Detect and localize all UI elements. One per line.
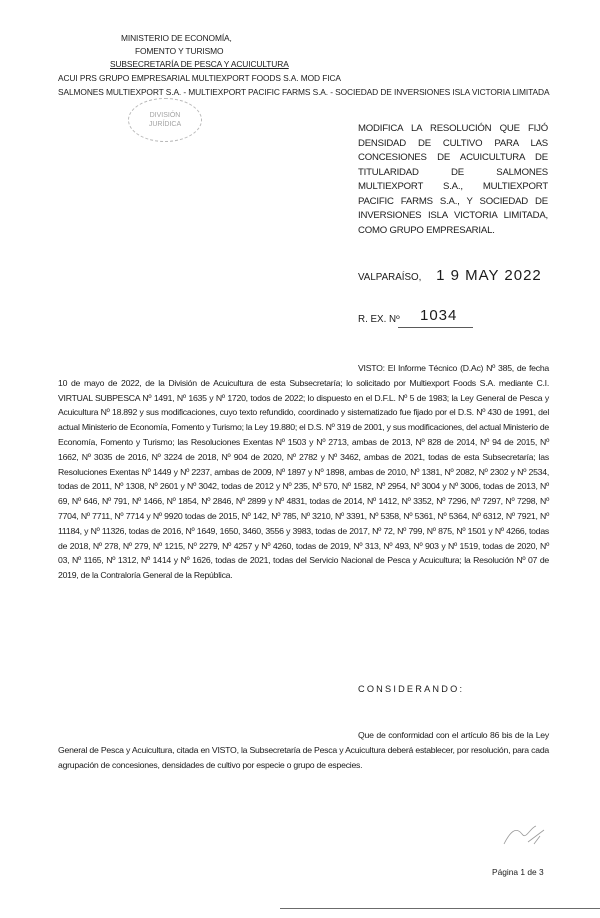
place-date [358,267,542,284]
stamp-line1: DIVISIÓN [149,112,181,119]
footer-rule [280,908,600,909]
stamp-line2: JURÍDICA [148,121,182,128]
resolution-number: 1034 [420,307,458,324]
resolution-number-label: R. EX. Nº [358,314,400,325]
resolution-number-underline [398,327,473,328]
resolution-subject: MODIFICA LA RESOLUCIÓN QUE FIJÓ DENSIDAD DE CULTIVO PARA LAS CONCESIONES DE ACUICULTURA DE TITULARIDAD DE SALMONES MULTIEXPORT S.A., MULTIEXPORT PACIFIC FARMS S.A., Y SOCIEDAD DE INVERSIONES ISLA VICTORIA LIMITADA, COMO GRUPO EMPRESARIAL. [358,123,548,236]
place-label: VALPARAÍSO, [358,272,422,283]
considerando-paragraph: Que de conformidad con el artículo 86 bis de la Ley General de Pesca y Acuicultura, citada en VISTO, la Subsecretaría de Pesca y Acuicultura deberá establecer, por resolución, para cada agrupación de concesiones, densidades de cultivo por especie o grupo de especies. [58,730,549,770]
visto-paragraph: VISTO: El Informe Técnico (D.Ac) Nº 385, de fecha 10 de mayo de 2022, de la División de Acuicultura de esta Subsecretaría; lo solicitado por Multiexport Foods S.A. mediante C.I. VIRTUAL SUBPESCA Nº 1491, Nº 1635 y Nº 1720, todos de 2022; lo dispuesto en el D.F.L. Nº 5 de 1983; la Ley General de Pesca y Acuicultura Nº 18.892 y sus modificaciones, cuyo texto refundido, coordinado y sistematizado fue fijado por el D.S. Nº 430 de 1991, del actual Ministerio de Economía, Fomento y Turismo; la Ley 19.880; el D.S. Nº 319 de 2001, y sus modificaciones, del actual Ministerio de Economía, Fomento y Turismo; las Resoluciones Exentas Nº 1503 y Nº 2713, ambas de 2013, Nº 828 de 2014, Nº 94 de 2015, Nº 1662, Nº 3035 de 2016, Nº 3224 de 2018, Nº 904 de 2020, Nº 2782 y Nº 3462, ambas de 2021, todas de esta Subsecretaría; las Resoluciones Exentas Nº 1449 y Nº 2237, ambas de 2009, Nº 1897 y Nº 1898, ambas de 2010, Nº 1381, Nº 2082, Nº 2302 y Nº 2534, todas de 2011, Nº 1308, Nº 2601 y Nº 3042, todas de 2012 y Nº 235, Nº 570, Nº 1582, Nº 2954, Nº 3004 y Nº 3006, todas de 2013, Nº 69, Nº 646, Nº 791, Nº 1466, Nº 1854, Nº 2846, Nº 2899 y Nº 4831, todas de 2014, Nº 1412, Nº 3352, Nº 7296, Nº 7297, Nº 7298, Nº 7704, Nº 7711, Nº 7714 y Nº 9920 todas de 2015, Nº 142, Nº 785, Nº 3210, Nº 3391, Nº 5358, Nº 5361, Nº 5364, Nº 6312, Nº 7921, Nº 11184, y Nº 11326, todas de 2016, Nº 1649, 1650, 3460, 3556 y 3983, todas de 2017, Nº 72, Nº 799, Nº 875, Nº 1501 y Nº 4266, todas de 2018, Nº 278, Nº 279, Nº 1215, Nº 2279, Nº 4257 y Nº 4260, todas de 2019, Nº 313, Nº 493, Nº 903 y Nº 1519, todas de 2020, Nº 03, Nº 1165, Nº 1312, Nº 1414 y Nº 1626, todas de 2021, todas del Servicio Nacional de Pesca y Acuicultura; la Resolución Nº 07 de 2019, de la Contraloría General de la República. [58,363,549,581]
subsecretaria-name [110,58,289,71]
ministry-subtitle: FOMENTO Y TURISMO [135,46,224,56]
division-juridica-stamp [128,98,202,142]
resolution-date: 1 9 MAY 2022 [436,267,542,284]
considerando-heading: CONSIDERANDO: [358,684,465,694]
ministry-name: MINISTERIO DE ECONOMÍA, [121,33,232,43]
file-reference-line2: SALMONES MULTIEXPORT S.A. - MULTIEXPORT PACIFIC FARMS S.A. - SOCIEDAD DE INVERSIONES ISLA VICTORIA LIMITADA [58,87,550,97]
subsecretaria-label: SUBSECRETARÍA DE PESCA Y ACUICULTURA [110,59,289,69]
page-number: Página 1 de 3 [492,867,544,877]
initials-mark-icon [500,822,548,848]
file-reference-line1: ACUI PRS GRUPO EMPRESARIAL MULTIEXPORT FOODS S.A. MOD FICA [58,73,341,83]
